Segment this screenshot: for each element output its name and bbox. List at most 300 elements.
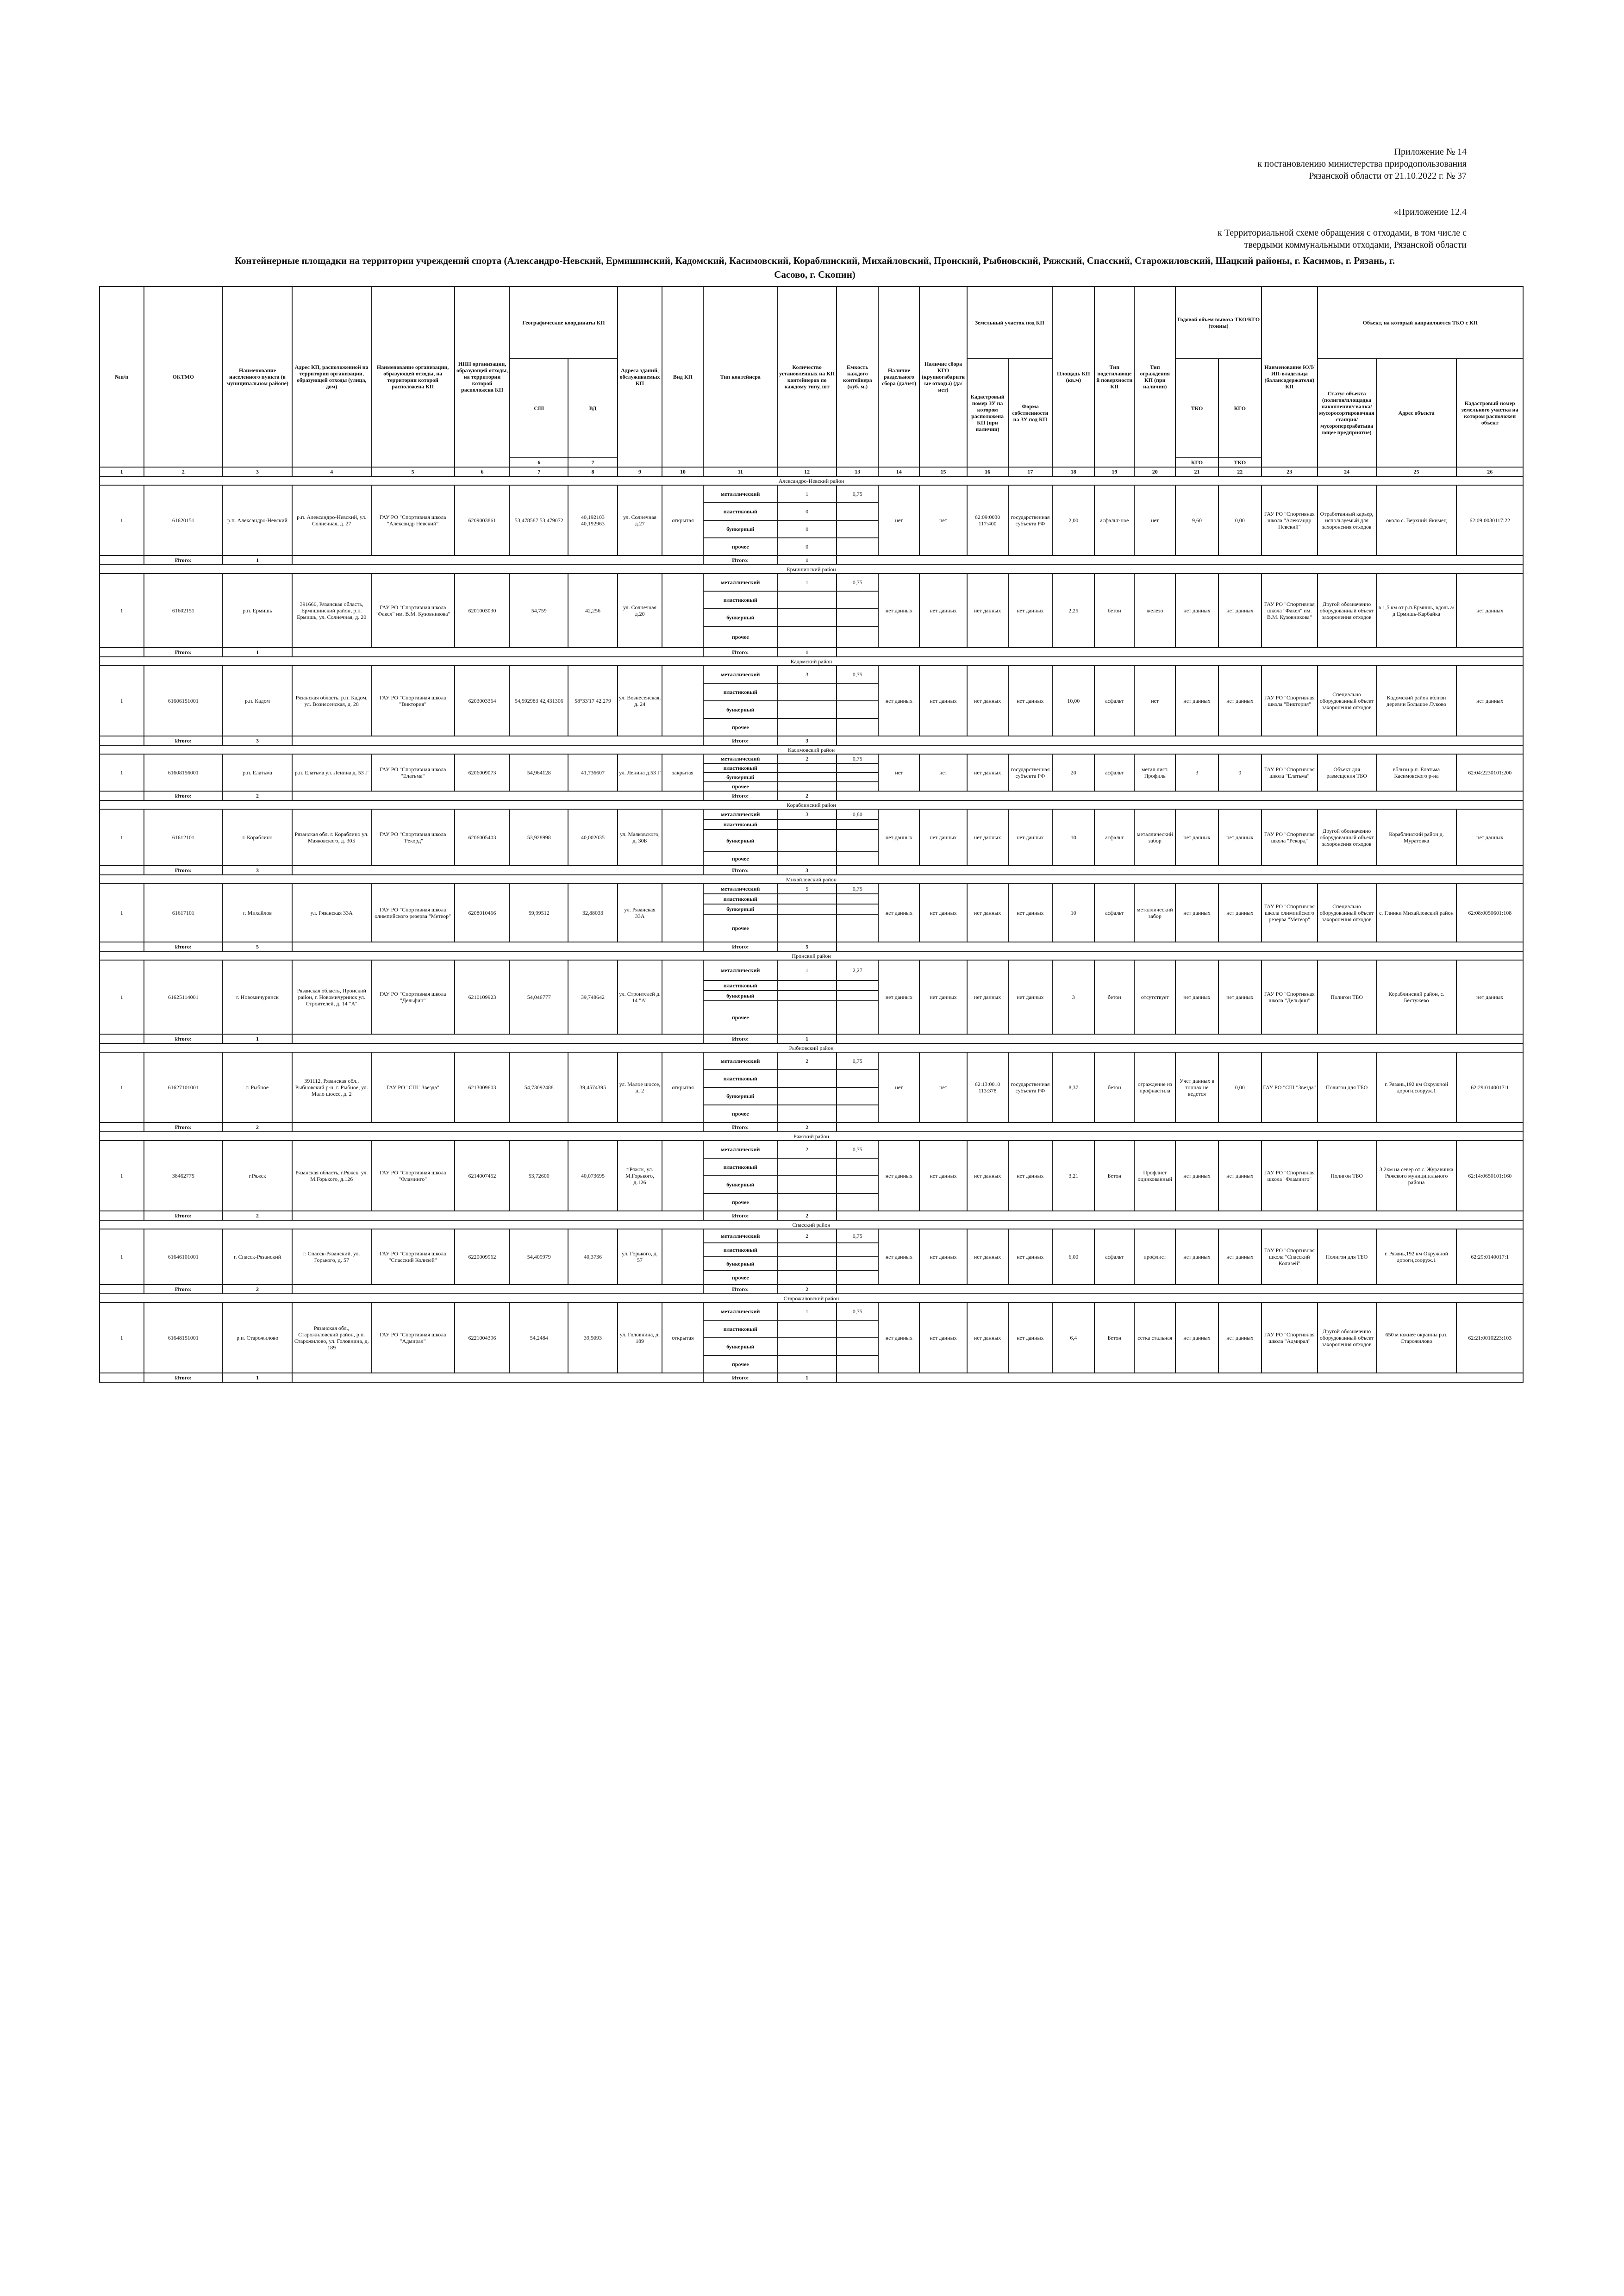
column-number-row: [100, 467, 1523, 476]
tko-volume: Учет данных в тоннах не ведется: [1175, 1052, 1218, 1123]
served-buildings: ул. Рязанская 33А: [618, 884, 662, 942]
container-count: [777, 894, 837, 904]
container-type: пластиковый: [703, 980, 777, 991]
container-count: [777, 1193, 837, 1211]
site-area: 6,4: [1052, 1303, 1094, 1373]
column-number: 12: [777, 467, 837, 476]
longitude: 39,748642: [568, 960, 617, 1034]
latitude: 54,409979: [510, 1229, 568, 1285]
object-address: Кадомский район вблизи деревни Большое Луково: [1376, 666, 1457, 736]
inn: 6220009962: [455, 1229, 510, 1285]
site-kind: [662, 960, 703, 1034]
total-label: Итого:: [144, 1211, 223, 1220]
total-spacer: [100, 555, 144, 565]
container-count: 2: [777, 754, 837, 763]
site-area: 10: [1052, 884, 1094, 942]
col-header: Наименование ЮЛ/ИП-владельца (балансодержателя) КП: [1262, 287, 1318, 467]
cadastral-number: нет данных: [967, 1141, 1008, 1211]
site-address: р.п. Александро-Невский, ул. Солнечная, д. 27: [292, 485, 371, 555]
total-spacer: [292, 1123, 703, 1132]
col-header: Географические координаты КП: [510, 287, 617, 358]
container-count: [777, 1070, 837, 1087]
column-number: 25: [1376, 467, 1457, 476]
site-area: 10: [1052, 809, 1094, 866]
region-name: Спасский район: [100, 1220, 1523, 1229]
col-header: Форма собственности на ЗУ под КП: [1008, 358, 1053, 467]
region-name: Пронский район: [100, 951, 1523, 960]
container-capacity: [837, 894, 878, 904]
container-capacity: [837, 830, 878, 852]
container-capacity: [837, 852, 878, 866]
total-row: [100, 1123, 1523, 1132]
container-capacity: [837, 1158, 878, 1176]
total-label: Итого:: [144, 791, 223, 800]
surface-type: Бетон: [1094, 1303, 1134, 1373]
container-capacity: 0,75: [837, 884, 878, 894]
table-row: [100, 574, 1523, 591]
container-type: металлический: [703, 1052, 777, 1070]
total-spacer: [837, 555, 1523, 565]
settlement: г. Спасск-Рязанский: [223, 1229, 292, 1285]
kgo-volume: 0: [1218, 754, 1262, 791]
site-area: 20: [1052, 754, 1094, 791]
container-count: [777, 1355, 837, 1373]
container-capacity: 0,75: [837, 1052, 878, 1070]
col-header: Адрес КП, расположенной на территории организации, образующей отходы (улица, дом): [292, 287, 371, 467]
col-header: Адреса зданий, обслуживаемых КП: [618, 287, 662, 467]
site-owner: ГАУ РО "Спортивная школа "Факел" им. В.М. Кузовникова": [1262, 574, 1318, 648]
served-buildings: ул. Головнина, д. 189: [618, 1303, 662, 1373]
site-owner: ГАУ РО "СШ "Звезда": [1262, 1052, 1318, 1123]
separate-collection: нет данных: [878, 960, 919, 1034]
col-subheader: ТКО: [1218, 458, 1262, 467]
container-capacity: [837, 1320, 878, 1338]
oktmo: 61625114001: [144, 960, 223, 1034]
total-spacer: [292, 1211, 703, 1220]
column-number: 13: [837, 467, 878, 476]
fence-type: ограждение из профнастила: [1134, 1052, 1175, 1123]
total-spacer: [100, 942, 144, 951]
container-count: [777, 609, 837, 626]
prilozhenie-label: «Приложение 12.4: [1393, 207, 1467, 217]
fence-type: отсутствует: [1134, 960, 1175, 1034]
settlement: р.п. Кадом: [223, 666, 292, 736]
row-number: 1: [100, 1052, 144, 1123]
container-type: прочее: [703, 1271, 777, 1285]
ownership-form: нет данных: [1008, 960, 1053, 1034]
longitude: 42,256: [568, 574, 617, 648]
object-status: Другой обозначенно оборудованный объект захоронения отходов: [1318, 1303, 1376, 1373]
site-area: 3,21: [1052, 1141, 1094, 1211]
container-count: [777, 1087, 837, 1105]
tko-volume: нет данных: [1175, 1229, 1218, 1285]
site-area: 2,25: [1052, 574, 1094, 648]
tko-volume: нет данных: [1175, 574, 1218, 648]
container-type: бункерный: [703, 991, 777, 1001]
total-row: [100, 555, 1523, 565]
container-capacity: [837, 626, 878, 648]
container-type: металлический: [703, 485, 777, 503]
table-row: [100, 960, 1523, 980]
served-buildings: ул. Маяковского, д. 30Б: [618, 809, 662, 866]
schema-line: к Территориальной схеме обращения с отходами, в том числе с: [1218, 228, 1467, 238]
container-capacity: [837, 1271, 878, 1285]
region-row: [100, 745, 1523, 754]
container-capacity: [837, 520, 878, 538]
longitude: 58°33'17 42.279: [568, 666, 617, 736]
object-cadastral: 62:09:0030117:22: [1456, 485, 1523, 555]
total-label: Итого:: [703, 1373, 777, 1382]
inn: 6201003030: [455, 574, 510, 648]
col-header: Наличие сбора КГО (крупногабаритные отходы) (да/нет): [919, 287, 967, 467]
fence-type: металлический забор: [1134, 809, 1175, 866]
container-count: 1: [777, 485, 837, 503]
column-number: 17: [1008, 467, 1053, 476]
container-capacity: [837, 782, 878, 791]
appendix-line: к постановлению министерства природопользования: [1257, 159, 1467, 169]
site-kind: [662, 574, 703, 648]
fence-type: сетка стальная: [1134, 1303, 1175, 1373]
site-address: Рязанская область, р.п. Кадом, ул. Вознесенская, д. 28: [292, 666, 371, 736]
column-number: 26: [1456, 467, 1523, 476]
container-type: металлический: [703, 1141, 777, 1158]
col-header: ОКТМО: [144, 287, 223, 467]
total-value: 2: [223, 791, 292, 800]
organization: ГАУ РО "Спортивная школа "Факел" им. В.М. Кузовникова": [371, 574, 455, 648]
object-address: г. Рязань,192 км Окружной дороги,сооруж.1: [1376, 1052, 1457, 1123]
container-count: [777, 1338, 837, 1355]
container-type: металлический: [703, 754, 777, 763]
inn: 6206009073: [455, 754, 510, 791]
served-buildings: г.Ряжск, ул. М.Горького, д.126: [618, 1141, 662, 1211]
total-value: 3: [777, 736, 837, 745]
cadastral-number: 62:13:0010 113:378: [967, 1052, 1008, 1123]
region-name: Старожиловский район: [100, 1294, 1523, 1303]
settlement: г. Кораблино: [223, 809, 292, 866]
col-header: Количество установленных на КП контейнеров по каждому типу, шт: [777, 287, 837, 467]
total-row: [100, 648, 1523, 657]
container-count: [777, 591, 837, 609]
container-count: 0: [777, 503, 837, 520]
container-capacity: 0,75: [837, 666, 878, 683]
container-capacity: 0,75: [837, 1303, 878, 1320]
site-kind: [662, 1229, 703, 1285]
total-spacer: [292, 736, 703, 745]
appendix-line: Рязанской области от 21.10.2022 г. № 37: [1309, 171, 1467, 181]
container-capacity: [837, 538, 878, 555]
object-status: Полигон ТБО: [1318, 960, 1376, 1034]
column-number: 5: [371, 467, 455, 476]
fence-type: нет: [1134, 666, 1175, 736]
container-type: бункерный: [703, 904, 777, 914]
inn: 6221004396: [455, 1303, 510, 1373]
container-type: металлический: [703, 1303, 777, 1320]
column-number: 8: [568, 467, 617, 476]
kgo-collection: нет данных: [919, 960, 967, 1034]
container-capacity: [837, 1176, 878, 1193]
organization: ГАУ РО "Спортивная школа "Елатьма": [371, 754, 455, 791]
total-label: Итого:: [703, 736, 777, 745]
oktmo: 61617101: [144, 884, 223, 942]
container-type: прочее: [703, 538, 777, 555]
container-type: прочее: [703, 1193, 777, 1211]
site-owner: ГАУ РО "Спортивная школа "Виктория": [1262, 666, 1318, 736]
surface-type: бетон: [1094, 1052, 1134, 1123]
site-kind: [662, 1141, 703, 1211]
kgo-collection: нет данных: [919, 1303, 967, 1373]
container-count: [777, 852, 837, 866]
container-capacity: [837, 1105, 878, 1123]
longitude: 40,3736: [568, 1229, 617, 1285]
ownership-form: государственная субъекта РФ: [1008, 1052, 1053, 1123]
inn: 6213009603: [455, 1052, 510, 1123]
col-header: СШ: [510, 358, 568, 458]
region-name: Ряжский район: [100, 1132, 1523, 1141]
separate-collection: нет данных: [878, 809, 919, 866]
total-label: Итого:: [703, 1123, 777, 1132]
cadastral-number: нет данных: [967, 1303, 1008, 1373]
total-spacer: [292, 866, 703, 875]
served-buildings: ул. Малое шоссе, д. 2: [618, 1052, 662, 1123]
row-number: 1: [100, 485, 144, 555]
organization: ГАУ РО "Спортивная школа "Александр Невский": [371, 485, 455, 555]
tko-volume: нет данных: [1175, 884, 1218, 942]
row-number: 1: [100, 1141, 144, 1211]
object-cadastral: 62:29:0140017:1: [1456, 1229, 1523, 1285]
site-address: г. Спасск-Рязанский, ул. Горького, д. 57: [292, 1229, 371, 1285]
total-spacer: [837, 1034, 1523, 1043]
column-number: 23: [1262, 467, 1318, 476]
col-header: Наименование населенного пункта (в муниципальном районе): [223, 287, 292, 467]
cadastral-number: 62:09:0030 117:400: [967, 485, 1008, 555]
surface-type: асфальт: [1094, 1229, 1134, 1285]
longitude: 39,4574395: [568, 1052, 617, 1123]
container-count: 1: [777, 1303, 837, 1320]
container-count: [777, 991, 837, 1001]
separate-collection: нет: [878, 754, 919, 791]
total-spacer: [100, 1285, 144, 1294]
container-capacity: 0,75: [837, 1229, 878, 1243]
col-header: Объект, на который направляются ТКО с КП: [1318, 287, 1523, 358]
separate-collection: нет данных: [878, 1141, 919, 1211]
site-owner: ГАУ РО "Спортивная школа "Адмирал": [1262, 1303, 1318, 1373]
container-count: [777, 914, 837, 942]
container-count: [777, 1158, 837, 1176]
oktmo: 61608156001: [144, 754, 223, 791]
col-subheader: 6: [510, 458, 568, 467]
total-spacer: [292, 1034, 703, 1043]
oktmo: 61646101001: [144, 1229, 223, 1285]
col-header: Адрес объекта: [1376, 358, 1457, 467]
container-type: прочее: [703, 1355, 777, 1373]
longitude: 32,88033: [568, 884, 617, 942]
container-count: 2: [777, 1052, 837, 1070]
surface-type: асфальт: [1094, 754, 1134, 791]
container-count: [777, 701, 837, 718]
total-spacer: [100, 866, 144, 875]
row-number: 1: [100, 960, 144, 1034]
settlement: г.Ряжск: [223, 1141, 292, 1211]
container-capacity: [837, 914, 878, 942]
latitude: 54,2484: [510, 1303, 568, 1373]
container-type: металлический: [703, 1229, 777, 1243]
surface-type: бетон: [1094, 574, 1134, 648]
object-cadastral: 62:08:0050601:108: [1456, 884, 1523, 942]
container-capacity: 2,27: [837, 960, 878, 980]
container-count: [777, 1271, 837, 1285]
container-type: пластиковый: [703, 1320, 777, 1338]
total-label: Итого:: [144, 648, 223, 657]
container-capacity: 0,75: [837, 574, 878, 591]
oktmo: 61648151001: [144, 1303, 223, 1373]
table-row: [100, 666, 1523, 683]
region-row: [100, 875, 1523, 884]
total-value: 2: [777, 1123, 837, 1132]
col-subheader: 7: [568, 458, 617, 467]
container-type: бункерный: [703, 830, 777, 852]
container-type: бункерный: [703, 609, 777, 626]
cadastral-number: нет данных: [967, 754, 1008, 791]
column-number: 10: [662, 467, 703, 476]
inn: 6206005403: [455, 809, 510, 866]
container-sites-table: [99, 286, 1524, 1383]
total-value: 3: [223, 866, 292, 875]
col-header: Тип подстилающей поверхности КП: [1094, 287, 1134, 467]
total-spacer: [837, 1373, 1523, 1382]
container-type: бункерный: [703, 701, 777, 718]
row-number: 1: [100, 1229, 144, 1285]
col-header: Тип контейнера: [703, 287, 777, 467]
container-type: пластиковый: [703, 894, 777, 904]
total-label: Итого:: [703, 555, 777, 565]
container-type: бункерный: [703, 1257, 777, 1271]
container-type: пластиковый: [703, 683, 777, 701]
container-count: [777, 683, 837, 701]
total-label: Итого:: [703, 1034, 777, 1043]
column-number: 6: [455, 467, 510, 476]
ownership-form: нет данных: [1008, 1229, 1053, 1285]
container-count: 0: [777, 538, 837, 555]
kgo-volume: нет данных: [1218, 1141, 1262, 1211]
container-type: пластиковый: [703, 763, 777, 773]
longitude: 40,073695: [568, 1141, 617, 1211]
container-type: пластиковый: [703, 1158, 777, 1176]
total-spacer: [837, 1211, 1523, 1220]
container-count: 2: [777, 1141, 837, 1158]
table-row: [100, 485, 1523, 503]
settlement: г. Михайлов: [223, 884, 292, 942]
total-value: 1: [777, 1373, 837, 1382]
cadastral-number: нет данных: [967, 574, 1008, 648]
region-name: Ермишинский район: [100, 565, 1523, 574]
column-number: 7: [510, 467, 568, 476]
region-row: [100, 1132, 1523, 1141]
container-type: бункерный: [703, 1176, 777, 1193]
cadastral-number: нет данных: [967, 1229, 1008, 1285]
container-type: прочее: [703, 626, 777, 648]
col-header: Тип ограждения КП (при наличии): [1134, 287, 1175, 467]
site-area: 2,00: [1052, 485, 1094, 555]
tko-volume: нет данных: [1175, 960, 1218, 1034]
object-status: Полигон для ТБО: [1318, 1229, 1376, 1285]
container-type: пластиковый: [703, 591, 777, 609]
total-label: Итого:: [703, 648, 777, 657]
latitude: 54,592983 42,431306: [510, 666, 568, 736]
total-value: 1: [777, 1034, 837, 1043]
container-capacity: [837, 980, 878, 991]
served-buildings: ул. Ленина д.53 Г: [618, 754, 662, 791]
total-label: Итого:: [703, 1211, 777, 1220]
tko-volume: нет данных: [1175, 666, 1218, 736]
fence-type: Профлист оцинкованный: [1134, 1141, 1175, 1211]
organization: ГАУ РО "Спортивная школа "Спасский Колизей": [371, 1229, 455, 1285]
total-label: Итого:: [144, 1373, 223, 1382]
region-row: [100, 1043, 1523, 1052]
total-value: 1: [777, 648, 837, 657]
container-count: [777, 904, 837, 914]
object-cadastral: нет данных: [1456, 960, 1523, 1034]
container-count: [777, 1001, 837, 1034]
container-capacity: [837, 1087, 878, 1105]
tko-volume: нет данных: [1175, 809, 1218, 866]
site-address: 391112, Рязанская обл., Рыбновский р-н, г. Рыбное, ул. Мало шоссе, д. 2: [292, 1052, 371, 1123]
organization: ГАУ РО "СШ "Звезда": [371, 1052, 455, 1123]
container-count: [777, 773, 837, 782]
site-kind: [662, 666, 703, 736]
column-number: 21: [1175, 467, 1218, 476]
column-number: 15: [919, 467, 967, 476]
container-count: [777, 830, 837, 852]
object-status: Другой обозначенно оборудованный объект захоронения отходов: [1318, 574, 1376, 648]
separate-collection: нет данных: [878, 884, 919, 942]
tko-volume: 9,60: [1175, 485, 1218, 555]
latitude: 54,964128: [510, 754, 568, 791]
container-capacity: 0,80: [837, 809, 878, 819]
total-spacer: [837, 648, 1523, 657]
inn: 6203003364: [455, 666, 510, 736]
total-label: Итого:: [144, 866, 223, 875]
latitude: 53,72600: [510, 1141, 568, 1211]
column-number: 1: [100, 467, 144, 476]
total-row: [100, 791, 1523, 800]
inn: 6210109923: [455, 960, 510, 1034]
container-capacity: [837, 1001, 878, 1034]
kgo-collection: нет: [919, 1052, 967, 1123]
appendix-header: [1257, 146, 1467, 182]
kgo-volume: нет данных: [1218, 1229, 1262, 1285]
container-capacity: [837, 718, 878, 736]
total-value: 2: [777, 1285, 837, 1294]
col-header: Емкость каждого контейнера (куб. м.): [837, 287, 878, 467]
longitude: 41,736607: [568, 754, 617, 791]
container-capacity: [837, 819, 878, 830]
surface-type: бетон: [1094, 960, 1134, 1034]
site-address: ул. Рязанская 33А: [292, 884, 371, 942]
container-capacity: [837, 1193, 878, 1211]
col-header: Вид КП: [662, 287, 703, 467]
object-status: Специально оборудованный объект захоронения отходов: [1318, 884, 1376, 942]
longitude: 40,192103 40,192963: [568, 485, 617, 555]
region-name: Касимовский район: [100, 745, 1523, 754]
object-address: с. Глинки Михайловский район: [1376, 884, 1457, 942]
container-count: 0: [777, 520, 837, 538]
kgo-collection: нет: [919, 754, 967, 791]
container-capacity: [837, 763, 878, 773]
schema-line: твердыми коммунальными отходами, Рязанской области: [1244, 240, 1467, 250]
container-capacity: [837, 904, 878, 914]
total-label: Итого:: [144, 736, 223, 745]
container-type: металлический: [703, 666, 777, 683]
